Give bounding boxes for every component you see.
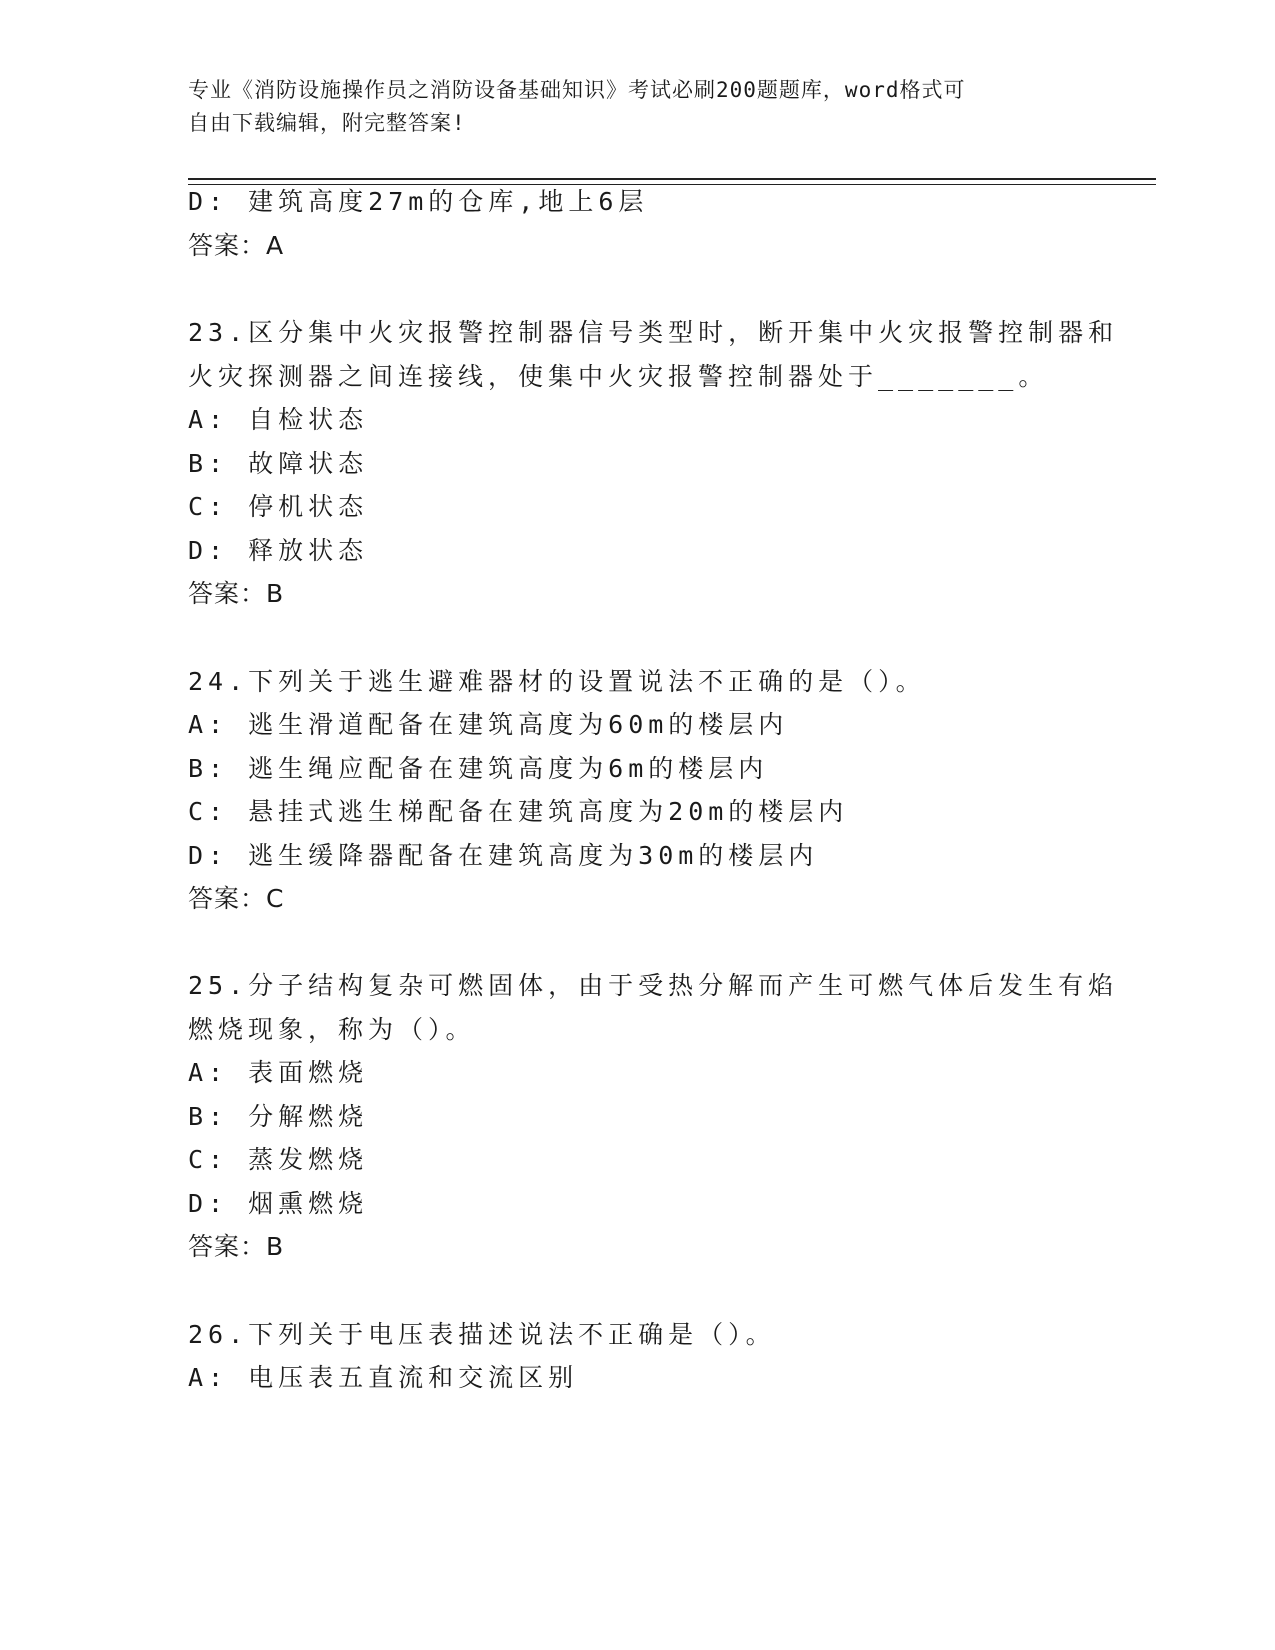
prev-answer: 答案：A: [188, 231, 285, 260]
q23-answer: 答案：B: [188, 579, 285, 608]
q25-option-c: C: 蒸发燃烧: [188, 1145, 369, 1174]
prev-option-d: D: 建筑高度27m的仓库,地上6层: [188, 187, 649, 216]
q24-option-b: B: 逃生绳应配备在建筑高度为6m的楼层内: [188, 754, 769, 783]
header-line-2: 自由下载编辑，附完整答案!: [188, 111, 466, 135]
q24-stem-line-1: 24.下列关于逃生避难器材的设置说法不正确的是（）。: [188, 667, 926, 696]
q25-stem-line-1: 25.分子结构复杂可燃固体，由于受热分解而产生可燃气体后发生有焰: [188, 971, 1119, 1000]
document-header: [188, 74, 1088, 140]
q24-option-a: A: 逃生滑道配备在建筑高度为60m的楼层内: [188, 710, 789, 739]
q23-stem-line-2: 火灾探测器之间连接线，使集中火灾报警控制器处于_______。: [188, 362, 1049, 391]
q24-option-c: C: 悬挂式逃生梯配备在建筑高度为20m的楼层内: [188, 797, 849, 826]
q24-option-d: D: 逃生缓降器配备在建筑高度为30m的楼层内: [188, 841, 819, 870]
q25-option-d: D: 烟熏燃烧: [188, 1189, 369, 1218]
header-divider-thin: [188, 184, 1156, 185]
q25-stem-line-2: 燃烧现象，称为（）。: [188, 1015, 476, 1044]
q23-option-d: D: 释放状态: [188, 536, 369, 565]
q26-stem-line-1: 26.下列关于电压表描述说法不正确是（）。: [188, 1320, 776, 1349]
q26-option-a: A: 电压表五直流和交流区别: [188, 1363, 579, 1392]
q23-option-a: A: 自检状态: [188, 405, 369, 434]
q23-option-b: B: 故障状态: [188, 449, 369, 478]
q23-option-c: C: 停机状态: [188, 492, 369, 521]
q25-option-b: B: 分解燃烧: [188, 1102, 369, 1131]
header-divider-thick: [188, 178, 1156, 180]
q23-stem-line-1: 23.区分集中火灾报警控制器信号类型时，断开集中火灾报警控制器和: [188, 318, 1119, 347]
header-line-1: 专业《消防设施操作员之消防设备基础知识》考试必刷200题题库，word格式可: [188, 78, 966, 102]
q25-answer: 答案：B: [188, 1232, 285, 1261]
q25-option-a: A: 表面燃烧: [188, 1058, 369, 1087]
q24-answer: 答案：C: [188, 884, 285, 913]
